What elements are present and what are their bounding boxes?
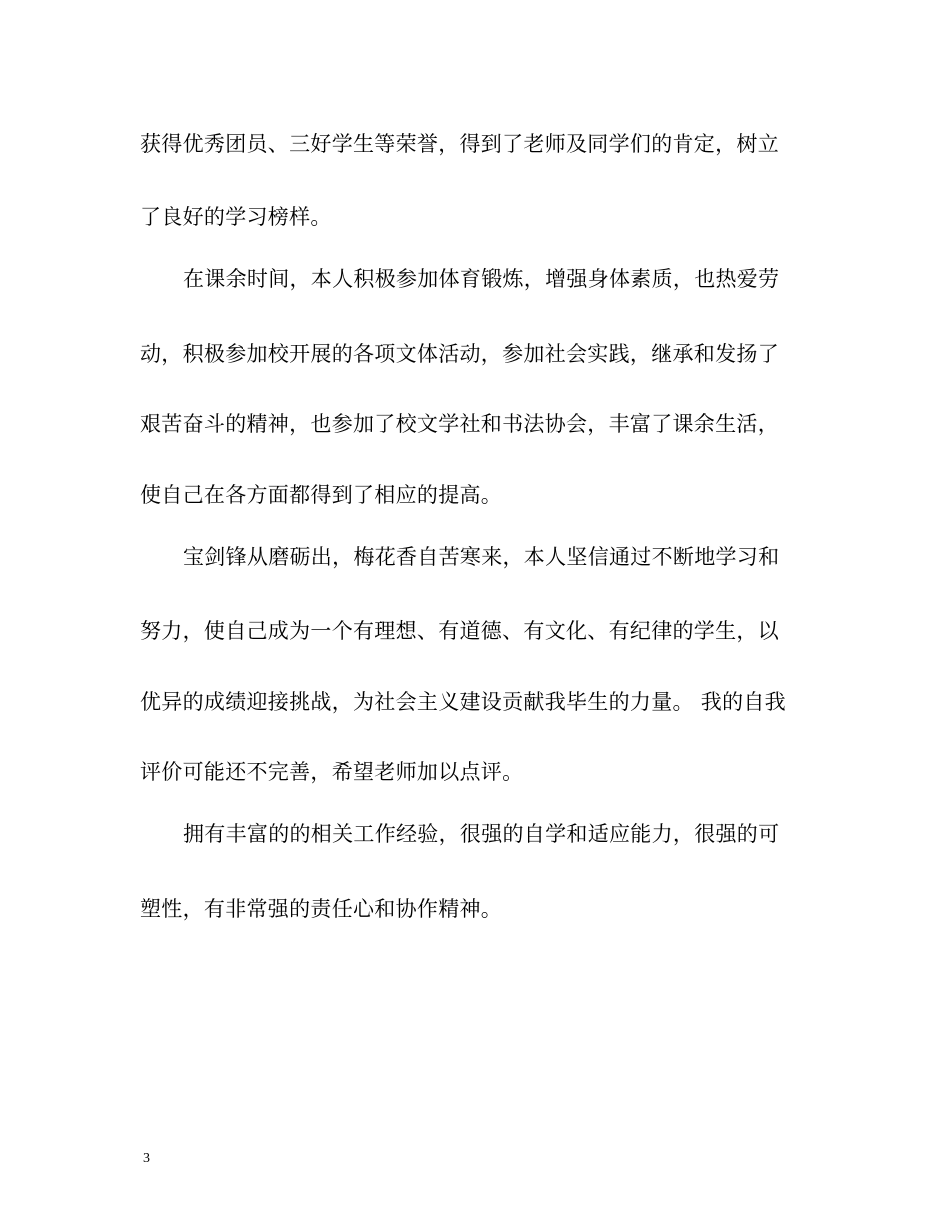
text-line-1: 获得优秀团员、三好学生等荣誉，得到了老师及同学们的肯定，树立 bbox=[140, 132, 779, 156]
text-line-11: 拥有丰富的的相关工作经验，很强的自学和适应能力，很强的可 bbox=[183, 822, 780, 846]
text-line-8: 努力，使自己成为一个有理想、有道德、有文化、有纪律的学生，以 bbox=[140, 619, 779, 643]
text-line-2: 了良好的学习榜样。 bbox=[140, 205, 332, 229]
text-line-7: 宝剑锋从磨砺出，梅花香自苦寒来，本人坚信通过不断地学习和 bbox=[183, 545, 780, 569]
text-line-4: 动，积极参加校开展的各项文体活动，参加社会实践，继承和发扬了 bbox=[140, 342, 779, 366]
text-line-9: 优异的成绩迎接挑战，为社会主义建设贡献我毕生的力量。 我的自我 bbox=[140, 690, 786, 714]
text-line-12: 塑性，有非常强的责任心和协作精神。 bbox=[140, 897, 503, 921]
text-line-3: 在课余时间，本人积极参加体育锻炼，增强身体素质，也热爱劳 bbox=[183, 267, 780, 291]
text-line-10: 评价可能还不完善，希望老师加以点评。 bbox=[140, 760, 524, 784]
page-number: 3 bbox=[143, 1151, 150, 1166]
text-line-5: 艰苦奋斗的精神，也参加了校文学社和书法协会，丰富了课余生活， bbox=[140, 412, 779, 436]
text-line-6: 使自己在各方面都得到了相应的提高。 bbox=[140, 483, 503, 507]
